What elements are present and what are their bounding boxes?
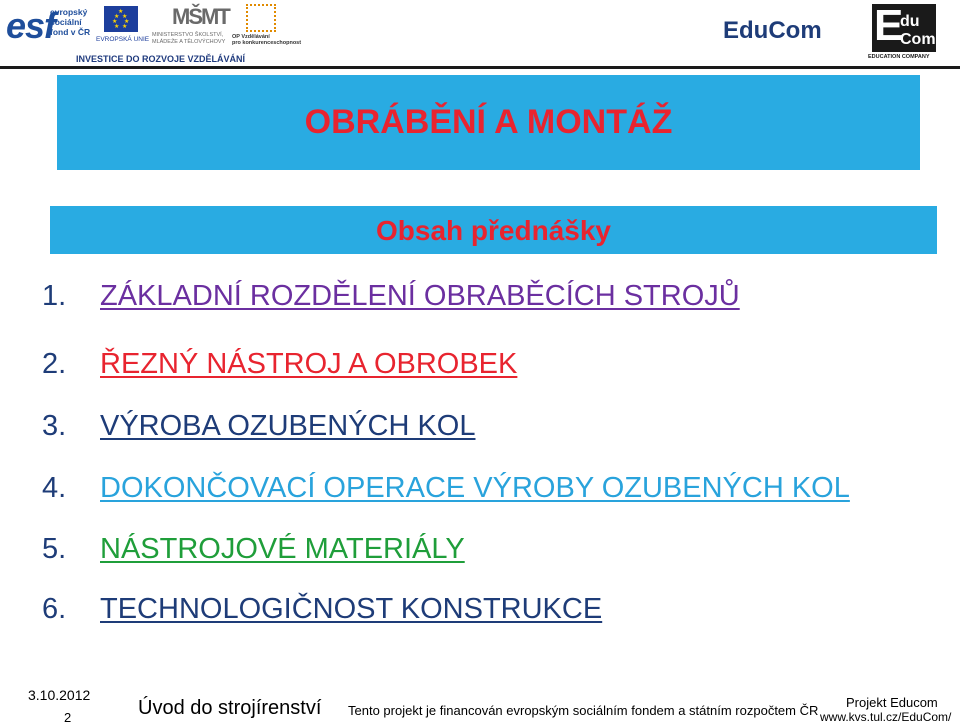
educom-logo-com: Com bbox=[900, 31, 936, 48]
toc-number: 1. bbox=[42, 280, 67, 312]
toc-link[interactable]: ŘEZNÝ NÁSTROJ A OBROBEK bbox=[100, 348, 518, 380]
toc-number: 3. bbox=[42, 410, 67, 442]
invest-text: INVESTICE DO ROZVOJE VZDĚLÁVÁNÍ bbox=[76, 54, 246, 64]
toc-link[interactable]: ZÁKLADNÍ ROZDĚLENÍ OBRABĚCÍCH STROJŮ bbox=[100, 280, 740, 312]
toc-link[interactable]: TECHNOLOGIČNOST KONSTRUKCE bbox=[100, 593, 603, 625]
msmt-logo bbox=[152, 4, 242, 48]
op-label: OP Vzdělávání pro konkurenceschopnost bbox=[232, 34, 302, 46]
header-divider bbox=[0, 66, 960, 69]
subtitle-banner bbox=[50, 206, 937, 254]
footer-project: Projekt Educom bbox=[846, 695, 938, 710]
toc-link[interactable]: NÁSTROJOVÉ MATERIÁLY bbox=[100, 533, 465, 565]
footer-funding-note: Tento projekt je financován evropským sociálním fondem a státním rozpočtem ČR bbox=[348, 703, 819, 718]
footer-page-number: 2 bbox=[64, 710, 72, 725]
op-frame-icon bbox=[246, 4, 276, 32]
toc-link[interactable]: VÝROBA OZUBENÝCH KOL bbox=[100, 410, 476, 442]
footer-date: 3.10.2012 bbox=[28, 687, 91, 703]
eu-flag-icon: ★ ★ ★ ★ ★ ★ ★ bbox=[104, 6, 138, 32]
footer-url[interactable]: www.kvs.tul.cz/EduCom/ bbox=[820, 710, 952, 724]
eu-flag-logo bbox=[96, 6, 150, 46]
eu-label: EVROPSKÁ UNIE bbox=[96, 36, 150, 43]
msmt-label: MINISTERSTVO ŠKOLSTVÍ, MLÁDEŽE A TĚLOVÝCHOVY bbox=[152, 32, 226, 45]
educom-logo-tagline: EDUCATION COMPANY bbox=[868, 54, 930, 60]
toc-number: 4. bbox=[42, 472, 67, 504]
slide-footer bbox=[0, 680, 960, 723]
toc-number: 5. bbox=[42, 533, 67, 565]
partner-logos bbox=[6, 4, 302, 64]
toc-number: 6. bbox=[42, 593, 67, 625]
slide-subtitle: Obsah přednášky bbox=[376, 215, 611, 246]
footer-course-name: Úvod do strojírenství bbox=[138, 697, 322, 719]
op-logo bbox=[232, 4, 302, 48]
esf-logo bbox=[6, 4, 90, 46]
toc-link[interactable]: DOKONČOVACÍ OPERACE VÝROBY OZUBENÝCH KOL bbox=[100, 472, 850, 504]
esf-logo-mark: esf bbox=[6, 5, 56, 46]
title-banner bbox=[57, 75, 920, 170]
toc-number: 2. bbox=[42, 348, 67, 380]
brand-word: EduCom bbox=[723, 17, 822, 44]
esf-logo-text: evropský sociální fond v ČR bbox=[50, 7, 91, 37]
educom-logo bbox=[868, 0, 940, 64]
educom-logo-du: du bbox=[900, 13, 920, 30]
msmt-mark: MŠMT bbox=[172, 4, 229, 29]
slide-title: OBRÁBĚNÍ A MONTÁŽ bbox=[304, 103, 673, 141]
educom-logo-e: E bbox=[874, 1, 904, 50]
